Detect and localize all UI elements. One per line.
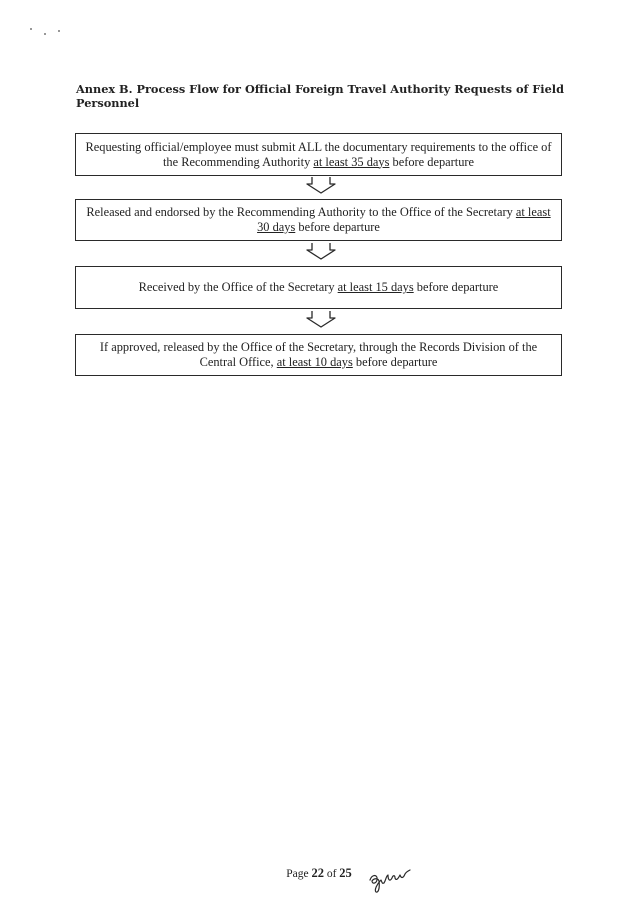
step-deadline: at least 10 days	[276, 355, 353, 369]
process-step-1	[75, 133, 562, 176]
page-number	[0, 866, 638, 881]
scan-speck	[30, 28, 32, 30]
down-arrow-icon	[306, 176, 336, 194]
step-deadline: at least 35 days	[313, 154, 390, 169]
process-step-2	[75, 199, 562, 241]
down-arrow-icon	[306, 242, 336, 260]
step-text	[139, 280, 499, 295]
handwritten-initials-icon	[368, 862, 412, 894]
step-text-after: before departure	[389, 154, 475, 169]
down-arrow-icon	[306, 310, 336, 328]
total-pages: 25	[339, 866, 352, 880]
process-step-3	[75, 266, 562, 309]
step-text-before: Received by the Office of the Secretary	[138, 280, 338, 294]
step-text	[84, 140, 553, 170]
step-deadline: at least 30 days	[257, 205, 551, 234]
scan-speck	[44, 33, 46, 35]
step-text-before: If approved, released by the Office of the Secretary, through the Records Division of the Central Office,	[99, 340, 538, 369]
page-middle: of	[323, 868, 340, 880]
step-text-after: before departure	[413, 280, 499, 294]
step-text-before: Requesting official/employee must submit ALL the documentary requirements to the office of the Recommending Authority	[85, 139, 552, 169]
current-page: 22	[311, 866, 324, 880]
step-deadline: at least 15 days	[337, 280, 414, 294]
step-text-after: before departure	[295, 220, 380, 234]
step-text	[84, 340, 553, 370]
process-step-4	[75, 334, 562, 376]
step-text	[84, 205, 553, 235]
step-text-before: Released and endorsed by the Recommending Authority to the Office of the Secretary	[86, 205, 516, 219]
page-prefix: Page	[286, 868, 312, 880]
annex-title: Annex B. Process Flow for Official Foreign Travel Authority Requests of Field Personnel	[76, 82, 564, 110]
step-text-after: before departure	[352, 355, 438, 369]
scan-speck	[58, 30, 60, 32]
